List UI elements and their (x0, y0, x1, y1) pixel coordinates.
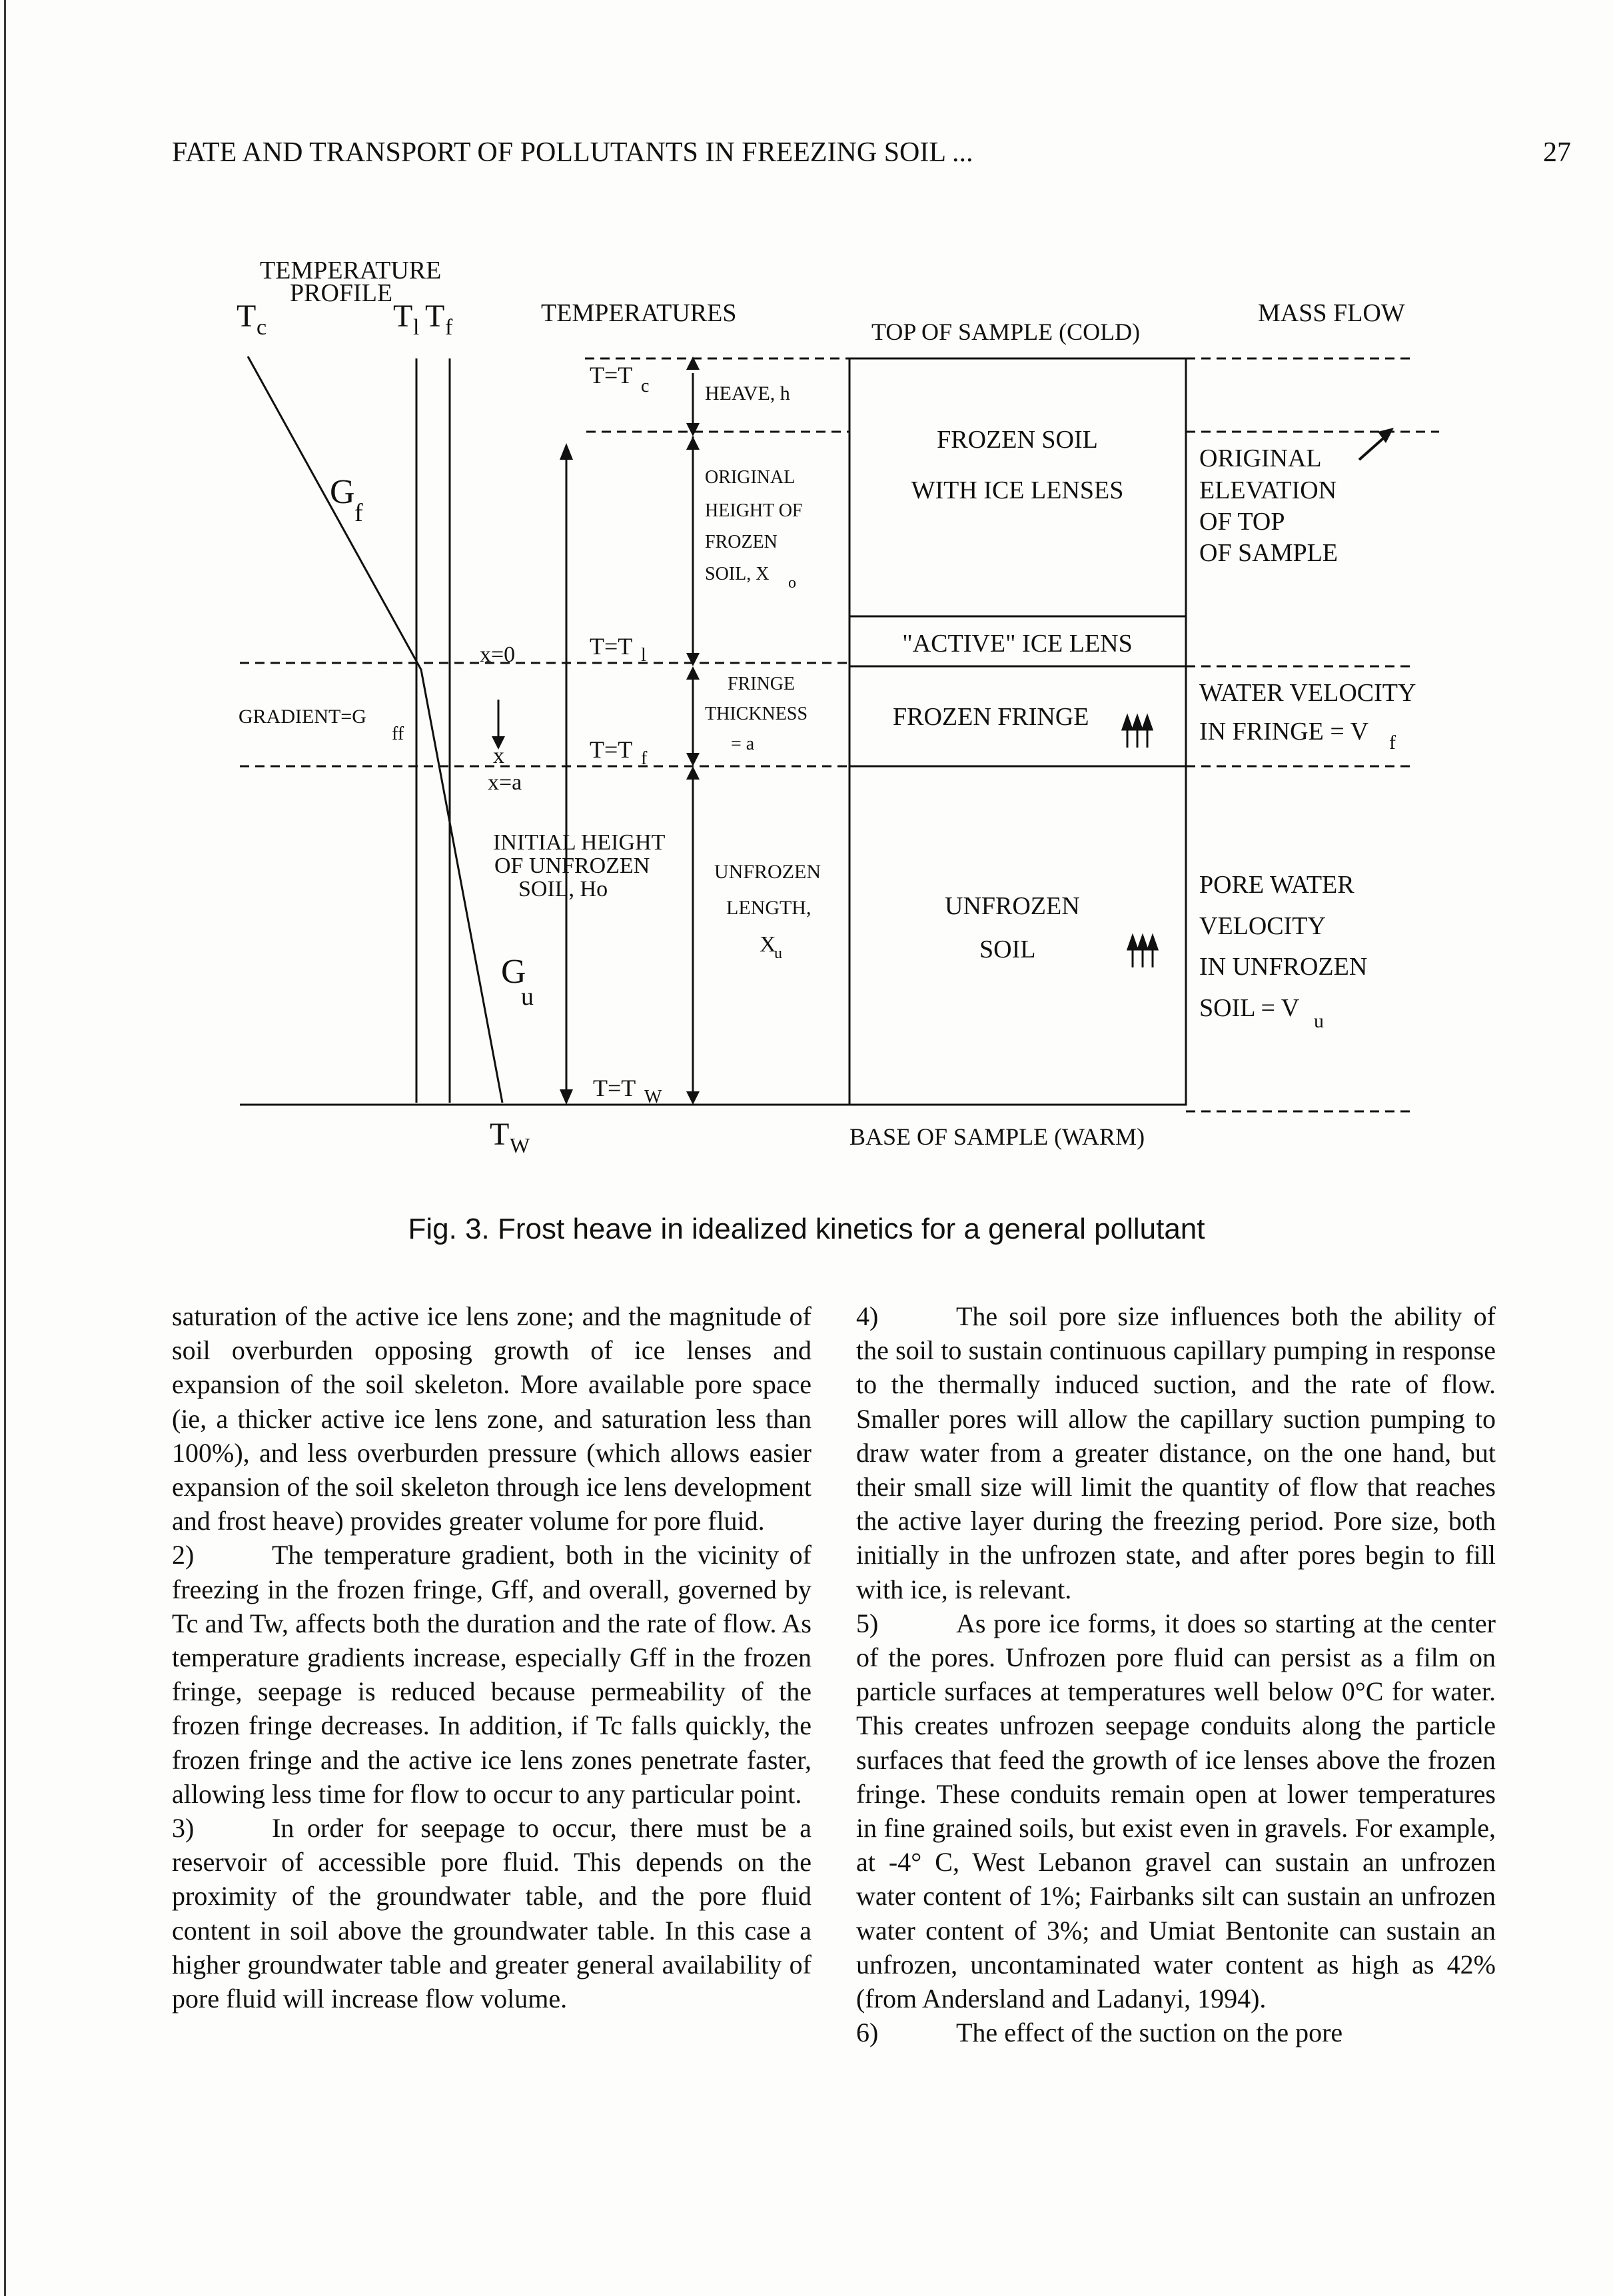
tf-label: T (425, 298, 445, 334)
initial-height-label: INITIAL HEIGHT (493, 830, 666, 855)
svg-text:IN FRINGE = V: IN FRINGE = V (1199, 718, 1369, 746)
original-height-label: ORIGINAL (705, 467, 796, 488)
fringe-thickness-label: FRINGE (728, 674, 796, 694)
heave-label: HEAVE, h (705, 382, 790, 404)
item-number: 3) (172, 1813, 195, 1844)
svg-text:W: W (510, 1133, 530, 1157)
svg-text:SOIL: SOIL (979, 935, 1036, 963)
svg-text:f: f (354, 499, 363, 527)
t-eq-tc: T=T (590, 362, 633, 388)
tl-label: T (393, 298, 413, 334)
running-title: FATE AND TRANSPORT OF POLLUTANTS IN FREEZING SOIL ... (172, 137, 973, 168)
right-column (856, 1299, 1496, 2049)
temp-profile-label-2: PROFILE (290, 279, 393, 307)
t-eq-tw: T=T (593, 1075, 636, 1101)
svg-text:THICKNESS: THICKNESS (705, 704, 808, 724)
item-number: 6) (856, 2017, 879, 2048)
t-eq-tl: T=T (590, 633, 633, 660)
svg-text:OF TOP: OF TOP (1199, 508, 1285, 536)
item-number: 4) (856, 1301, 879, 1331)
tc-label: T (237, 298, 257, 334)
svg-text:OF SAMPLE: OF SAMPLE (1199, 539, 1338, 567)
temp-profile-label-1: TEMPERATURE (260, 257, 442, 285)
frozen-fringe-label: FROZEN FRINGE (893, 703, 1089, 731)
frozen-soil-label: FROZEN SOIL (937, 426, 1098, 454)
svg-text:u: u (1314, 1010, 1324, 1032)
paragraph: 6) The effect of the suction on the pore (856, 2015, 1496, 2049)
svg-text:= a: = a (731, 734, 755, 754)
xa-label: x=a (488, 770, 522, 795)
mass-flow-heading: MASS FLOW (1258, 299, 1405, 327)
svg-text:u: u (774, 945, 782, 962)
top-of-sample-label: TOP OF SAMPLE (COLD) (871, 318, 1141, 345)
pore-water-velocity-label: PORE WATER (1199, 871, 1354, 899)
svg-text:ff: ff (392, 724, 404, 744)
x0-label: x=0 (480, 642, 516, 667)
temperatures-heading: TEMPERATURES (541, 299, 737, 327)
svg-text:HEIGHT OF: HEIGHT OF (705, 500, 803, 521)
svg-text:c: c (257, 315, 267, 340)
svg-text:c: c (641, 376, 650, 396)
svg-text:X: X (760, 932, 776, 957)
unfrozen-length-label: UNFROZEN (714, 861, 821, 883)
svg-text:ELEVATION: ELEVATION (1199, 476, 1337, 504)
unfrozen-soil-label: UNFROZEN (945, 892, 1080, 920)
sample-box (849, 358, 1186, 1105)
svg-text:IN UNFROZEN: IN UNFROZEN (1199, 953, 1368, 981)
temperature-profile-line (248, 356, 502, 1103)
svg-text:SOIL, X: SOIL, X (705, 564, 770, 584)
svg-text:WITH ICE LENSES: WITH ICE LENSES (911, 476, 1124, 504)
svg-text:OF UNFROZEN: OF UNFROZEN (494, 854, 650, 878)
paragraph: 5) As pore ice forms, it does so starting at the center of the pores. Unfrozen pore fluid can persist as a film on particle surfaces at temperatures well below 0°C for water. This creates unfrozen seepage conduits along the particle surfaces that feed the growth of ice lenses above the frozen fringe. These conduits remain open at lower temperatures in fine grained soils, but exist even in gravels. For example, at -4° C, West Lebanon gravel can sustain an unfrozen water content of 1%; Fairbanks silt can sustain an unfrozen water content of 3%; and Umiat Bentonite can sustain an unfrozen, uncontaminated water content as high as 42% (from Andersland and Ladanyi, 1994). (856, 1606, 1496, 2015)
active-ice-lens-label: "ACTIVE" ICE LENS (902, 630, 1133, 658)
t-eq-tf: T=T (590, 736, 633, 763)
figure-caption: Fig. 3. Frost heave in idealized kinetics for a general pollutant (408, 1213, 1205, 1245)
svg-text:f: f (1389, 732, 1396, 754)
svg-text:f: f (445, 315, 453, 340)
base-of-sample-label: BASE OF SAMPLE (WARM) (849, 1123, 1145, 1150)
svg-text:SOIL = V: SOIL = V (1199, 994, 1300, 1022)
svg-text:u: u (521, 983, 534, 1011)
svg-text:LENGTH,: LENGTH, (726, 897, 811, 919)
original-elevation-label: ORIGINAL (1199, 444, 1322, 472)
svg-text:SOIL, Ho: SOIL, Ho (518, 877, 608, 901)
gf-label: G (330, 473, 355, 511)
svg-text:o: o (788, 574, 796, 592)
fringe-flow-arrows-icon (1123, 716, 1152, 748)
page-number: 27 (1543, 137, 1571, 168)
item-number: 2) (172, 1540, 195, 1570)
item-number: 5) (856, 1608, 879, 1638)
svg-text:VELOCITY: VELOCITY (1199, 912, 1326, 940)
left-column (172, 1299, 811, 2015)
svg-text:l: l (413, 315, 420, 340)
paragraph: 4) The soil pore size influences both the ability of the soil to sustain continuous capillary pumping in response to the thermally induced suction, and the rate of flow. Smaller pores will allow the capillary suction pumping to draw water from a greater distance, on the one hand, but their small size will limit the quantity of flow that reaches the active layer during the freezing period. Pore size, both initially in the unfrozen state, and after pores begin to fill with ice, is relevant. (856, 1299, 1496, 1606)
svg-text:l: l (641, 645, 646, 666)
svg-text:W: W (644, 1087, 662, 1107)
x-label: x (493, 744, 504, 768)
paragraph: 2) The temperature gradient, both in the vicinity of freezing in the frozen fringe, Gff, and overall, governed by Tc and Tw, affects both the duration and the rate of flow. As temperature gradients increase, especially Gff in the frozen fringe, seepage is reduced because permeability of the frozen fringe decreases. In addition, if Tc falls quickly, the frozen fringe and the active ice lens zones penetrate faster, allowing less time for flow to occur to any particular point. (172, 1538, 811, 1811)
tw-label: T (490, 1117, 510, 1152)
paragraph: 3) In order for seepage to occur, there must be a reservoir of accessible pore fluid. This depends on the proximity of the groundwater table, and the pore fluid content in soil above the groundwater table. In this case a higher groundwater table and greater general availability of pore fluid will increase flow volume. (172, 1811, 811, 2015)
gradient-label: GRADIENT=G (239, 706, 366, 728)
gu-label: G (501, 953, 526, 991)
paragraph: saturation of the active ice lens zone; and the magnitude of soil overburden opposing growth of ice lenses and expansion of the soil skeleton. More available pore space (ie, a thicker active ice lens zone, and saturation less than 100%), and less overburden pressure (which allows easier expansion of the soil skeleton through ice lens development and frost heave) provides greater volume for pore fluid. (172, 1301, 811, 1536)
water-velocity-label: WATER VELOCITY (1199, 679, 1416, 707)
svg-text:f: f (641, 748, 648, 769)
svg-text:FROZEN: FROZEN (705, 532, 778, 552)
unfrozen-flow-arrows-icon (1128, 936, 1157, 967)
